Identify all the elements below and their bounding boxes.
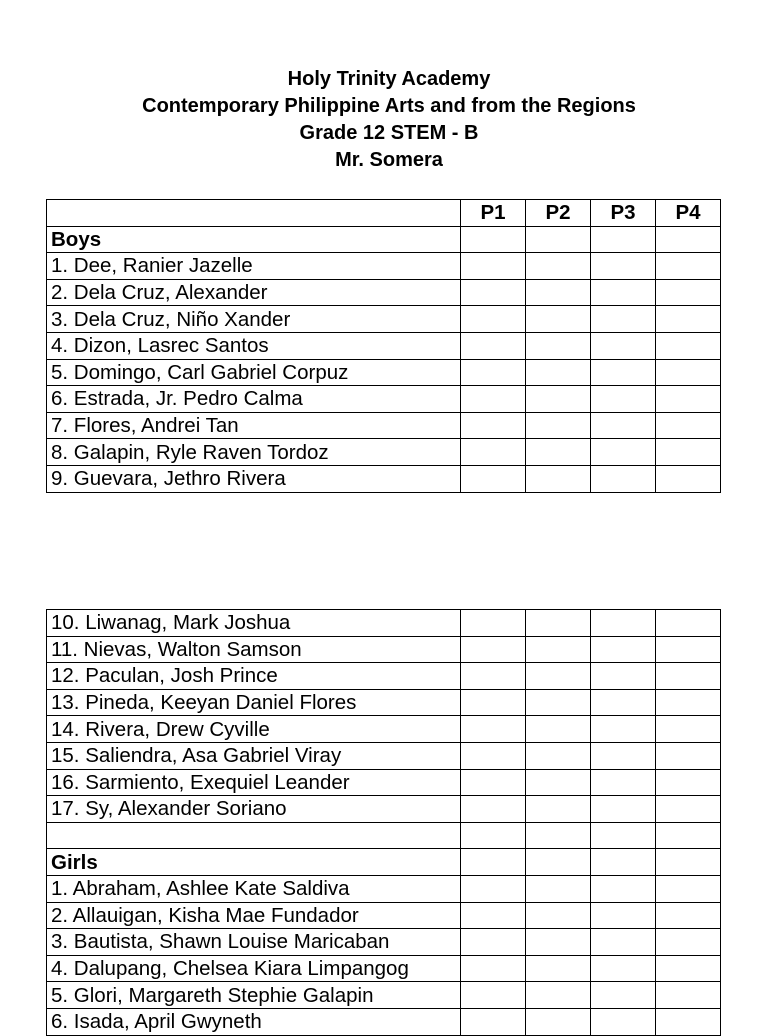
p2-cell (526, 982, 591, 1009)
student-row-boys (47, 332, 721, 359)
school-name: Holy Trinity Academy (287, 68, 491, 90)
p1-cell (461, 769, 526, 796)
student-name: 13. Pineda, Keeyan Daniel Flores (47, 689, 461, 716)
p2-cell (526, 226, 591, 253)
student-row-boys (47, 636, 721, 663)
student-name: 3. Bautista, Shawn Louise Maricaban (47, 929, 461, 956)
p1-cell (461, 929, 526, 956)
p3-cell (591, 742, 656, 769)
p1-cell (461, 875, 526, 902)
p4-cell (656, 386, 721, 413)
student-name: 1. Dee, Ranier Jazelle (47, 253, 461, 280)
name-column-header (47, 200, 461, 227)
student-name: 1. Abraham, Ashlee Kate Saldiva (47, 875, 461, 902)
p3-cell (591, 306, 656, 333)
p3-cell (591, 689, 656, 716)
p3-cell (591, 875, 656, 902)
student-row-boys (47, 253, 721, 280)
p2-cell (526, 849, 591, 876)
student-name: 11. Nievas, Walton Samson (47, 636, 461, 663)
p1-cell (461, 849, 526, 876)
p3-cell (591, 822, 656, 849)
p4-cell (656, 689, 721, 716)
student-row-boys (47, 439, 721, 466)
p4-cell (656, 875, 721, 902)
student-row-girls (47, 902, 721, 929)
section-label-girls: Girls (47, 849, 461, 876)
p2-cell (526, 822, 591, 849)
student-name: 8. Galapin, Ryle Raven Tordoz (47, 439, 461, 466)
p3-cell (591, 636, 656, 663)
student-row-boys (47, 279, 721, 306)
p3-cell (591, 412, 656, 439)
p2-cell (526, 306, 591, 333)
p2-cell (526, 875, 591, 902)
student-row-girls (47, 1008, 721, 1035)
p3-cell (591, 955, 656, 982)
p1-cell (461, 636, 526, 663)
p4-cell (656, 465, 721, 492)
p2-cell (526, 1008, 591, 1035)
student-row-boys (47, 306, 721, 333)
p1-cell (461, 716, 526, 743)
student-row-boys (47, 742, 721, 769)
p2-cell (526, 769, 591, 796)
student-row-boys (47, 610, 721, 637)
p1-cell (461, 689, 526, 716)
p3-cell (591, 716, 656, 743)
p2-cell (526, 332, 591, 359)
p3-cell (591, 769, 656, 796)
p1-cell (461, 1008, 526, 1035)
student-name: 17. Sy, Alexander Soriano (47, 796, 461, 823)
p4-cell (656, 226, 721, 253)
p4-cell (656, 359, 721, 386)
p2-cell (526, 465, 591, 492)
p1-cell (461, 796, 526, 823)
student-row-boys (47, 386, 721, 413)
p4-cell (656, 929, 721, 956)
p1-cell (461, 412, 526, 439)
column-header-p4: P4 (656, 200, 721, 227)
student-row-boys (47, 689, 721, 716)
student-name: 16. Sarmiento, Exequiel Leander (47, 769, 461, 796)
p1-cell (461, 306, 526, 333)
p2-cell (526, 386, 591, 413)
p2-cell (526, 796, 591, 823)
p4-cell (656, 610, 721, 637)
p4-cell (656, 412, 721, 439)
blank-row (47, 822, 721, 849)
student-name: 2. Dela Cruz, Alexander (47, 279, 461, 306)
p2-cell (526, 636, 591, 663)
student-row-boys (47, 796, 721, 823)
p4-cell (656, 332, 721, 359)
p1-cell (461, 439, 526, 466)
student-row-boys (47, 412, 721, 439)
p3-cell (591, 279, 656, 306)
attendance-table-page-top (46, 199, 721, 493)
student-row-boys (47, 716, 721, 743)
p1-cell (461, 359, 526, 386)
p4-cell (656, 1008, 721, 1035)
p4-cell (656, 716, 721, 743)
p4-cell (656, 636, 721, 663)
p2-cell (526, 253, 591, 280)
p3-cell (591, 902, 656, 929)
p4-cell (656, 769, 721, 796)
p2-cell (526, 929, 591, 956)
p3-cell (591, 359, 656, 386)
document-header (0, 66, 768, 174)
attendance-table-page-bottom (46, 609, 721, 1036)
student-name: 6. Isada, April Gwyneth (47, 1008, 461, 1035)
p3-cell (591, 849, 656, 876)
p2-cell (526, 412, 591, 439)
column-header-p1: P1 (461, 200, 526, 227)
student-row-boys (47, 769, 721, 796)
student-row-boys (47, 359, 721, 386)
section-row-girls (47, 849, 721, 876)
p2-cell (526, 279, 591, 306)
p1-cell (461, 332, 526, 359)
p1-cell (461, 822, 526, 849)
section-row-boys (47, 226, 721, 253)
p3-cell (591, 386, 656, 413)
p2-cell (526, 689, 591, 716)
p4-cell (656, 306, 721, 333)
p3-cell (591, 439, 656, 466)
p3-cell (591, 929, 656, 956)
student-name: 7. Flores, Andrei Tan (47, 412, 461, 439)
teacher-name: Mr. Somera (335, 149, 443, 171)
p1-cell (461, 663, 526, 690)
p1-cell (461, 386, 526, 413)
p2-cell (526, 742, 591, 769)
student-name: 14. Rivera, Drew Cyville (47, 716, 461, 743)
p2-cell (526, 359, 591, 386)
p2-cell (526, 439, 591, 466)
p1-cell (461, 955, 526, 982)
column-header-p3: P3 (591, 200, 656, 227)
subject-title: Contemporary Philippine Arts and from the Regions (142, 95, 636, 117)
p1-cell (461, 279, 526, 306)
p3-cell (591, 982, 656, 1009)
p1-cell (461, 742, 526, 769)
p1-cell (461, 610, 526, 637)
p2-cell (526, 902, 591, 929)
p4-cell (656, 822, 721, 849)
student-row-boys (47, 663, 721, 690)
student-name: 9. Guevara, Jethro Rivera (47, 465, 461, 492)
blank-name-cell (47, 822, 461, 849)
student-name: 10. Liwanag, Mark Joshua (47, 610, 461, 637)
p4-cell (656, 279, 721, 306)
p4-cell (656, 253, 721, 280)
p2-cell (526, 663, 591, 690)
p2-cell (526, 716, 591, 743)
student-name: 2. Allauigan, Kisha Mae Fundador (47, 902, 461, 929)
student-name: 6. Estrada, Jr. Pedro Calma (47, 386, 461, 413)
p3-cell (591, 796, 656, 823)
p3-cell (591, 1008, 656, 1035)
student-row-girls (47, 955, 721, 982)
p4-cell (656, 742, 721, 769)
p1-cell (461, 253, 526, 280)
p3-cell (591, 465, 656, 492)
p4-cell (656, 982, 721, 1009)
p2-cell (526, 610, 591, 637)
p4-cell (656, 663, 721, 690)
student-name: 4. Dalupang, Chelsea Kiara Limpangog (47, 955, 461, 982)
student-name: 12. Paculan, Josh Prince (47, 663, 461, 690)
student-name: 5. Domingo, Carl Gabriel Corpuz (47, 359, 461, 386)
p1-cell (461, 465, 526, 492)
class-section: Grade 12 STEM - B (299, 122, 479, 144)
column-header-p2: P2 (526, 200, 591, 227)
student-name: 15. Saliendra, Asa Gabriel Viray (47, 742, 461, 769)
p3-cell (591, 253, 656, 280)
p3-cell (591, 332, 656, 359)
student-row-girls (47, 929, 721, 956)
p4-cell (656, 902, 721, 929)
p3-cell (591, 663, 656, 690)
student-row-girls (47, 982, 721, 1009)
p1-cell (461, 226, 526, 253)
p1-cell (461, 902, 526, 929)
student-row-boys (47, 465, 721, 492)
p3-cell (591, 226, 656, 253)
p4-cell (656, 796, 721, 823)
p4-cell (656, 849, 721, 876)
p2-cell (526, 955, 591, 982)
p4-cell (656, 955, 721, 982)
p3-cell (591, 610, 656, 637)
table-header-row (47, 200, 721, 227)
student-name: 4. Dizon, Lasrec Santos (47, 332, 461, 359)
student-row-girls (47, 875, 721, 902)
student-name: 5. Glori, Margareth Stephie Galapin (47, 982, 461, 1009)
p4-cell (656, 439, 721, 466)
student-name: 3. Dela Cruz, Niño Xander (47, 306, 461, 333)
p1-cell (461, 982, 526, 1009)
section-label-boys: Boys (47, 226, 461, 253)
